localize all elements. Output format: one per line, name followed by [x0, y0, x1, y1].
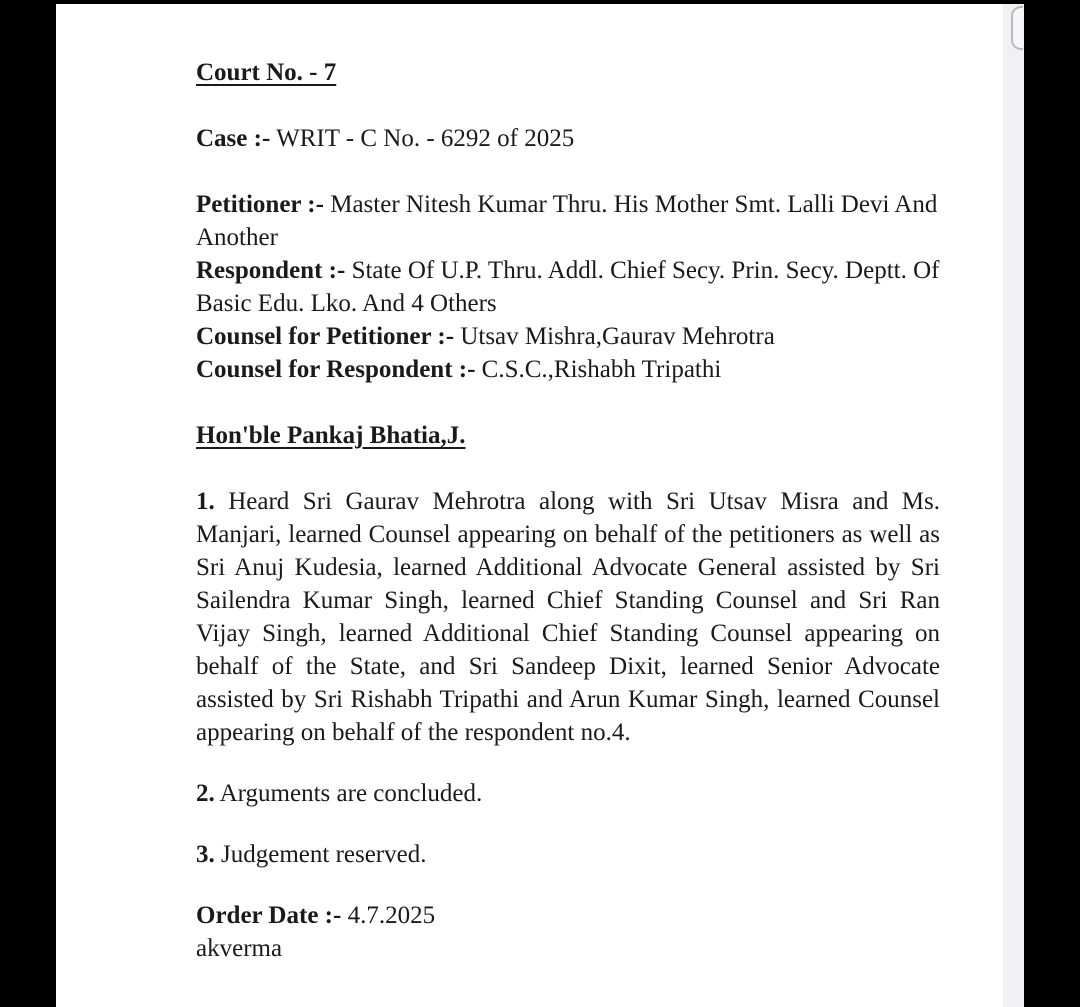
paragraph-2 — [196, 777, 940, 810]
case-line — [196, 122, 940, 155]
parties-block — [196, 188, 940, 386]
order-date-line — [196, 899, 940, 932]
court-order-document — [196, 56, 940, 965]
paragraph-text: Arguments are concluded. — [219, 780, 483, 807]
counsel-petitioner-line — [196, 320, 940, 353]
counsel-petitioner-label: Counsel for Petitioner :- — [196, 323, 455, 350]
case-label: Case :- — [196, 125, 271, 152]
case-value: WRIT - C No. - 6292 of 2025 — [276, 125, 575, 152]
respondent-line — [196, 254, 940, 320]
order-date-value: 4.7.2025 — [347, 902, 436, 929]
respondent-label: Respondent :- — [196, 257, 346, 284]
paragraph-number: 2. — [196, 780, 215, 807]
paragraph-text: Judgement reserved. — [221, 841, 427, 868]
order-date-label: Order Date :- — [196, 902, 342, 929]
scrollbar-thumb[interactable] — [1011, 6, 1023, 50]
counsel-respondent-value: C.S.C.,Rishabh Tripathi — [481, 356, 722, 383]
counsel-respondent-line — [196, 353, 940, 386]
petitioner-value: Master Nitesh Kumar Thru. His Mother Smt. Lalli Devi And Another — [196, 191, 938, 251]
paragraph-1 — [196, 485, 940, 749]
court-number-text: Court No. - 7 — [196, 59, 337, 86]
signature — [196, 932, 940, 965]
respondent-value: State Of U.P. Thru. Addl. Chief Secy. Prin. Secy. Deptt. Of Basic Edu. Lko. And 4 Others — [196, 257, 940, 317]
paragraph-3 — [196, 838, 940, 871]
petitioner-line — [196, 188, 940, 254]
judge-line — [196, 419, 940, 452]
counsel-respondent-label: Counsel for Respondent :- — [196, 356, 476, 383]
court-number — [196, 56, 940, 89]
signature-text: akverma — [196, 935, 283, 962]
paragraph-text: Heard Sri Gaurav Mehrotra along with Sri Utsav Misra and Ms. Manjari, learned Counsel appearing on behalf of the petitioners as well as Sri Anuj Kudesia, learned Additional Advocate General assisted by Sri Sailendra Kumar Singh, learned Chief Standing Counsel and Sri Ran Vijay Singh, learned Additional Chief Standing Counsel appearing on behalf of the State, and Sri Sandeep Dixit, learned Senior Advocate assisted by Sri Rishabh Tripathi and Arun Kumar Singh, learned Counsel appearing on behalf of the respondent no.4. — [196, 488, 941, 746]
judge-name: Hon'ble Pankaj Bhatia,J. — [196, 422, 466, 449]
paragraph-number: 1. — [196, 488, 215, 515]
scrollbar-track[interactable] — [1003, 4, 1024, 1007]
counsel-petitioner-value: Utsav Mishra,Gaurav Mehrotra — [460, 323, 775, 350]
petitioner-label: Petitioner :- — [196, 191, 324, 218]
paragraph-number: 3. — [196, 841, 215, 868]
